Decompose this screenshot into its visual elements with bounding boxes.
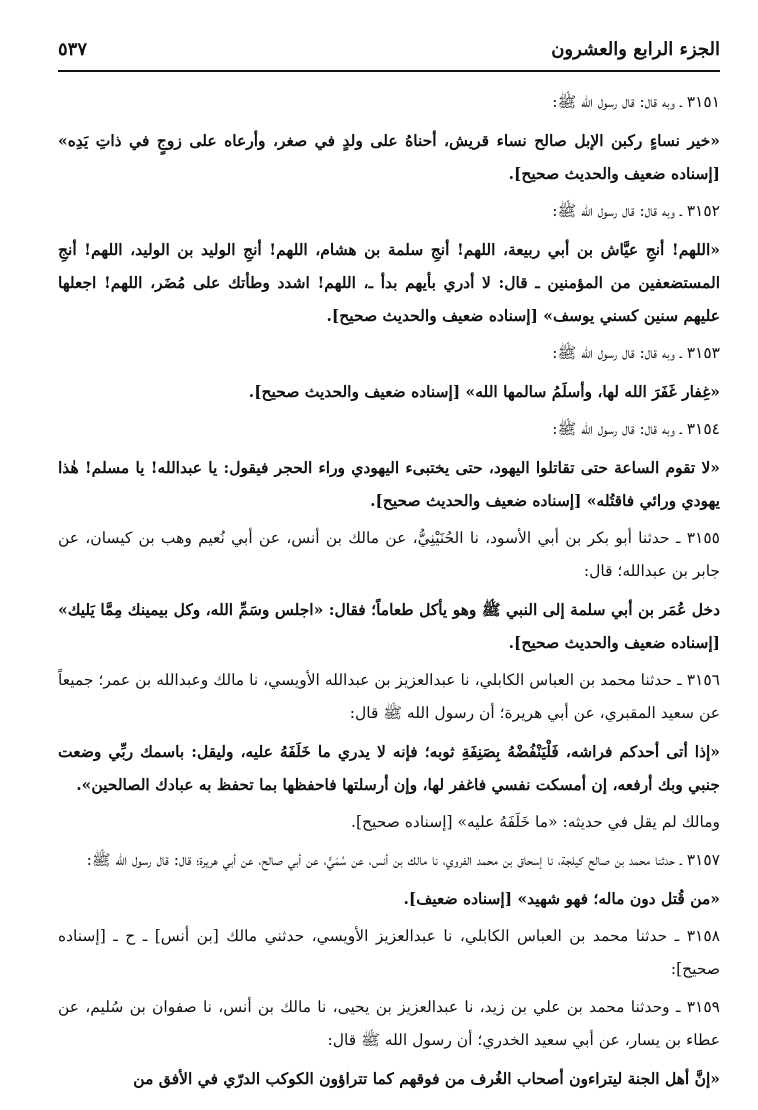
page-number: ٥٣٧ (58, 38, 88, 60)
hadith-entry: ٣١٥٩ ـ وحدثنا محمد بن علي بن زيد، نا عبدالعزيز بن يحيى، نا مالك بن أنس، نا صفوان بن سُليم، عن عطاء بن يسار، عن أبي سعيد الخدري؛ أن رسول الله ﷺ قال: (58, 998, 720, 1049)
header-rule (58, 70, 720, 72)
hadith-text: «غِفار غَفَرَ الله لها، وأسلَمُ سالمها الله» [إسناده ضعيف والحديث صحيح]. (248, 382, 720, 401)
hadith-entry: ٣١٥٧ ـ حدثنا محمد بن صالح كيلجة، نا إسحاق بن محمد الفروي، نا مالك بن أنس، عن سُمَيٍّ، عن أبي صالح، عن أبي هريرة؛ قال: قال رسول الله ﷺ: (86, 851, 720, 869)
hadith-text: «من قُتل دون ماله؛ فهو شهيد» [إسناده ضعيف]. (403, 889, 720, 908)
page-body (58, 86, 720, 1100)
hadith-text: «اللهم! أنجِ عيَّاش بن أبي ربيعة، اللهم! أنجِ سلمة بن هشام، اللهم! أنجِ الوليد بن الوليد، اللهم! أنجِ المستضعفين من المؤمنين ـ قال: لا أدري بأيهم بدأ ـ، اللهم! اشدد وطأتك على مُضَر، اللهم! اجعلها عليهم سنين كسني يوسف» [إسناده ضعيف والحديث صحيح]. (58, 240, 720, 325)
hadith-text: «إنَّ أهل الجنة ليتراءون أصحاب الغُرف من فوقهم كما تتراؤون الكوكب الدرّي في الأفق من (133, 1069, 720, 1088)
hadith-text: «إذا أتى أحدكم فراشه، فَلْيَنْفُضْهُ بِصَنِفَةِ ثوبه؛ فإنه لا يدري ما خَلَفَهُ عليه، وليقل: باسمك ربِّي وضعت جنبي وبك أرفعه، إن أمسكت نفسي فاغفر لها، وإن أرسلتها فاحفظها بما تحفظ به عبادك الصالحين». (58, 742, 720, 794)
hadith-entry: ٣١٥٢ ـ وبه قال: قال رسول الله ﷺ: (552, 202, 720, 220)
hadith-note: ومالك لم يقل في حديثه: «ما خَلَفَهُ عليه» [إسناده صحيح]. (351, 813, 720, 831)
hadith-entry: ٣١٥٥ ـ حدثنا أبو بكر بن أبي الأسود، نا الحُنَيْنِيُّ، عن مالك بن أنس، عن أبي نُعيم وهب بن كيسان، عن جابر بن عبدالله؛ قال: (58, 529, 720, 580)
hadith-entry: ٣١٥٤ ـ وبه قال: قال رسول الله ﷺ: (552, 420, 720, 438)
hadith-text: دخل عُمَر بن أبي سلمة إلى النبي ﷺ وهو يأكل طعاماً؛ فقال: «اجلس وسَمِّ الله، وكل بيمينك مِمَّا يَليك» [إسناده ضعيف والحديث صحيح]. (58, 600, 720, 652)
hadith-entry: ٣١٥٦ ـ حدثنا محمد بن العباس الكابلي، نا عبدالعزيز بن عبدالله الأويسي، نا مالك وعبدالله بن عمر؛ جميعاً عن سعيد المقبري، عن أبي هريرة؛ أن رسول الله ﷺ قال: (58, 671, 720, 722)
hadith-text: «خير نساءٍ ركبن الإبل صالح نساء قريش، أحناهُ على ولدٍ في صغر، وأرعاه على زوجٍ في ذاتِ يَدِه» [إسناده ضعيف والحديث صحيح]. (58, 131, 720, 183)
hadith-entry: ٣١٥٣ ـ وبه قال: قال رسول الله ﷺ: (552, 344, 720, 362)
running-title: الجزء الرابع والعشرون (551, 38, 720, 60)
hadith-text: «لا تقوم الساعة حتى تقاتلوا اليهود، حتى يختبىء اليهودي وراء الحجر فيقول: يا عبدالله! يا مسلم! هٰذا يهودي ورائي فاقتُله» [إسناده ضعيف والحديث صحيح]. (58, 458, 720, 510)
page-header (58, 34, 720, 64)
hadith-entry: ٣١٥٨ ـ حدثنا محمد بن العباس الكابلي، نا عبدالعزيز الأويسي، حدثني مالك [بن أنس] ـ ح ـ [إسناده صحيح]: (58, 927, 720, 978)
hadith-entry: ٣١٥١ ـ وبه قال: قال رسول الله ﷺ: (552, 93, 720, 111)
